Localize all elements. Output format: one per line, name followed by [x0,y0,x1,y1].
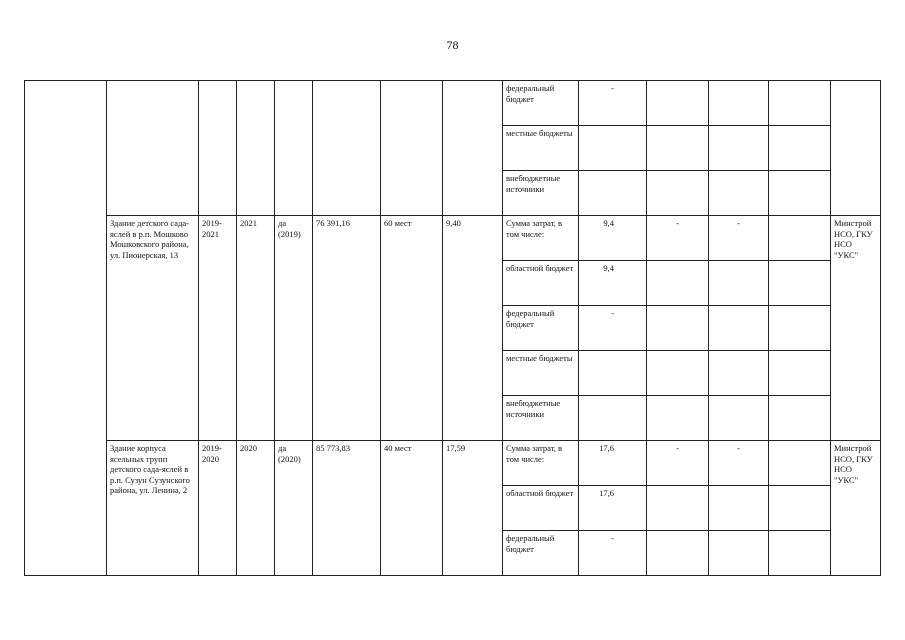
object-cell: Здание детского сада-яслей в р.п. Мошково Мошковского района, ул. Пионерская, 13 [107,216,199,441]
table-row [25,441,881,486]
value-cell [769,531,831,576]
value-cell [769,441,831,486]
value-cell [709,171,769,216]
period-cell: 2019-2020 [199,441,237,576]
funding-label: местные бюджеты [503,126,579,171]
value-cell: - [647,441,709,486]
value-cell [709,261,769,306]
value-cell: 17,6 [579,441,647,486]
value-cell [647,81,709,126]
funding-label: местные бюджеты [503,351,579,396]
budget-table [24,80,881,576]
value-cell [769,351,831,396]
value-cell: - [579,81,647,126]
value-cell [709,486,769,531]
period-cell [199,81,237,216]
value-cell: 17,6 [579,486,647,531]
page-number: 78 [446,38,459,52]
value-cell [579,126,647,171]
value-cell: - [709,441,769,486]
value-cell [709,531,769,576]
object-cell [107,81,199,216]
value-cell: - [579,531,647,576]
year-end-cell [237,81,275,216]
value-cell: - [647,216,709,261]
value-cell [769,126,831,171]
total-cell: 17,59 [443,441,503,576]
value-cell [769,486,831,531]
funding-label: Сумма затрат, в том числе: [503,216,579,261]
executor-cell: Минстрой НСО, ГКУ НСО "УКС" [831,216,881,441]
funding-label: внебюджетные источники [503,171,579,216]
capacity-cell: 40 мест [381,441,443,576]
value-cell [769,216,831,261]
value-cell [647,531,709,576]
value-cell [647,306,709,351]
value-cell: - [709,216,769,261]
flag-cell: да (2020) [275,441,313,576]
value-cell [647,126,709,171]
value-cell [647,171,709,216]
year-end-cell: 2020 [237,441,275,576]
value-cell: 9,4 [579,216,647,261]
funding-label: федеральный бюджет [503,531,579,576]
value-cell [647,486,709,531]
executor-cell: Минстрой НСО, ГКУ НСО "УКС" [831,441,881,576]
cost-cell [313,81,381,216]
value-cell [769,171,831,216]
value-cell [647,351,709,396]
row-number-cell [25,81,107,576]
cost-cell: 85 773,83 [313,441,381,576]
value-cell [709,306,769,351]
funding-label: федеральный бюджет [503,81,579,126]
value-cell [709,81,769,126]
capacity-cell [381,81,443,216]
value-cell [769,261,831,306]
year-end-cell: 2021 [237,216,275,441]
value-cell: - [579,306,647,351]
value-cell [579,351,647,396]
total-cell: 9,40 [443,216,503,441]
period-cell: 2019-2021 [199,216,237,441]
value-cell [769,306,831,351]
funding-label: федеральный бюджет [503,306,579,351]
capacity-cell: 60 мест [381,216,443,441]
funding-label: областной бюджет [503,261,579,306]
value-cell [769,81,831,126]
value-cell [579,396,647,441]
table-row [25,81,881,126]
value-cell [647,396,709,441]
value-cell: 9,4 [579,261,647,306]
value-cell [709,126,769,171]
value-cell [579,171,647,216]
funding-label: областной бюджет [503,486,579,531]
object-cell: Здание корпуса ясельных групп детского сада-яслей в р.п. Сузун Сузунского района, ул. Ленина, 2 [107,441,199,576]
flag-cell: да (2019) [275,216,313,441]
value-cell [647,261,709,306]
cost-cell: 76 391,16 [313,216,381,441]
executor-cell [831,81,881,216]
total-cell [443,81,503,216]
value-cell [709,396,769,441]
value-cell [709,351,769,396]
funding-label: Сумма затрат, в том числе: [503,441,579,486]
table-row [25,216,881,261]
value-cell [769,396,831,441]
funding-label: внебюджетные источники [503,396,579,441]
flag-cell [275,81,313,216]
